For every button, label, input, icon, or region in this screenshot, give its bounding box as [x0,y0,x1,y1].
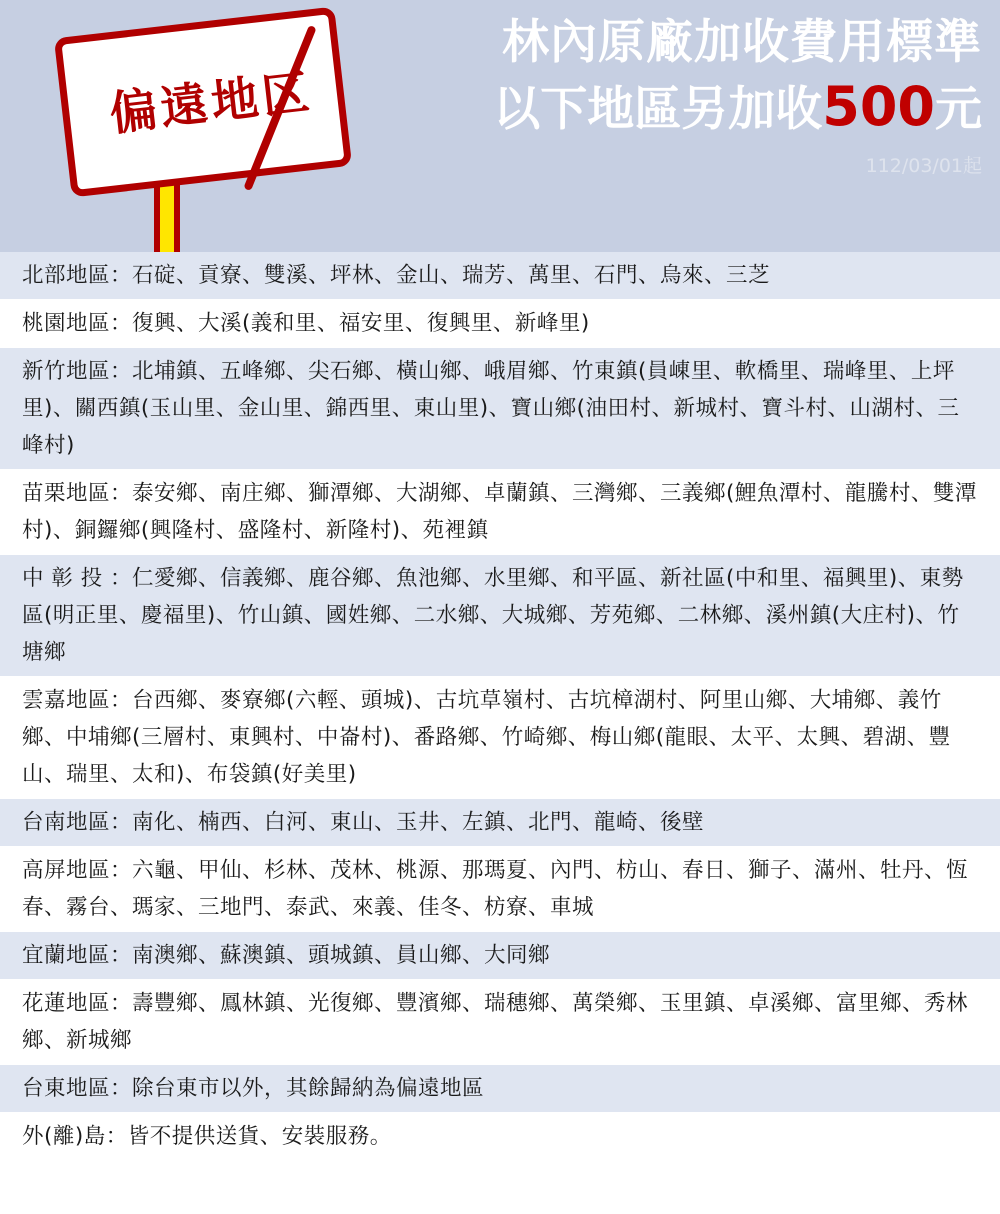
banner-title-group [362,14,982,178]
list-item: 中 彰 投 ：仁愛鄉、信義鄉、鹿谷鄉、魚池鄉、水里鄉、和平區、新社區(中和里、福興里)、東勢區(明正里、慶福里)、竹山鎮、國姓鄉、二水鄉、大城鄉、芳苑鄉、二林鄉、溪州鎮(大庄村)、竹塘鄉 [0,555,1000,677]
list-item: 苗栗地區：泰安鄉、南庄鄉、獅潭鄉、大湖鄉、卓蘭鎮、三灣鄉、三義鄉(鯉魚潭村、龍騰村、雙潭村)、銅鑼鄉(興隆村、盛隆村、新隆村)、苑裡鎮 [0,470,1000,555]
list-item: 台東地區：除台東市以外，其餘歸納為偏遠地區 [0,1065,1000,1113]
list-item: 雲嘉地區：台西鄉、麥寮鄉(六輕、頭城)、古坑草嶺村、古坑樟湖村、阿里山鄉、大埔鄉、義竹鄉、中埔鄉(三層村、東興村、中崙村)、番路鄉、竹崎鄉、梅山鄉(龍眼、太平、太興、碧湖、豐山、瑞里、太和)、布袋鎮(好美里) [0,677,1000,799]
surcharge-prefix: 以下地區另加收 [493,82,823,137]
remote-area-signboard [62,18,362,248]
list-item: 台南地區：南化、楠西、白河、東山、玉井、左鎮、北門、龍崎、後壁 [0,799,1000,847]
surcharge-unit: 元 [935,82,982,137]
list-item: 桃園地區：復興、大溪(義和里、福安里、復興里、新峰里) [0,300,1000,348]
page-title: 林內原廠加收費用標準 [502,15,982,70]
list-item: 北部地區：石碇、貢寮、雙溪、坪林、金山、瑞芳、萬里、石門、烏來、三芝 [0,252,1000,300]
list-item: 新竹地區：北埔鎮、五峰鄉、尖石鄉、橫山鄉、峨眉鄉、竹東鎮(員崠里、軟橋里、瑞峰里、上坪里)、關西鎮(玉山里、金山里、錦西里、東山里)、寶山鄉(油田村、新城村、寶斗村、山湖村、三峰村) [0,348,1000,470]
header-banner [0,0,1000,252]
surcharge-amount: 500 [822,75,935,138]
area-list [0,252,1000,1161]
list-item: 高屏地區：六龜、甲仙、杉林、茂林、桃源、那瑪夏、內門、枋山、春日、獅子、滿州、牡丹、恆春、霧台、瑪家、三地門、泰武、來義、佳冬、枋寮、車城 [0,847,1000,932]
signboard-label: 偏遠地区 [106,64,316,143]
list-item: 宜蘭地區：南澳鄉、蘇澳鎮、頭城鎮、員山鄉、大同鄉 [0,932,1000,980]
list-item: 外(離)島：皆不提供送貨、安裝服務。 [0,1113,1000,1161]
surcharge-headline [362,75,982,139]
effective-date: 112/03/01起 [865,155,982,177]
list-item: 花蓮地區：壽豐鄉、鳳林鎮、光復鄉、豐濱鄉、瑞穗鄉、萬榮鄉、玉里鎮、卓溪鄉、富里鄉、秀林鄉、新城鄉 [0,980,1000,1065]
